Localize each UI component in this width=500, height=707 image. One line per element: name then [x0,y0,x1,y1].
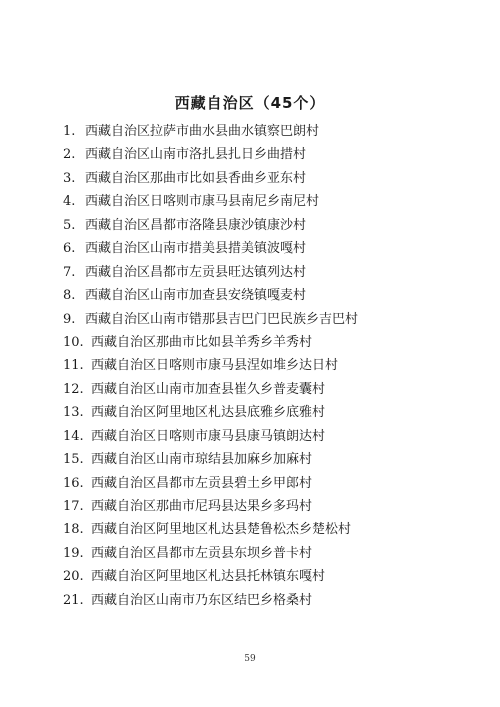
list-item [63,284,358,307]
item-text: 西藏自治区山南市错那县吉巴门巴民族乡吉巴村 [85,311,359,327]
item-text: 西藏自治区阿里地区札达县托林镇东嘎村 [91,569,326,585]
item-number: 10. [63,334,84,350]
item-number: 17. [63,499,84,514]
list-item [63,237,358,260]
item-number: 13. [63,405,84,421]
list-item [63,354,358,377]
list-item [63,448,358,471]
item-text: 西藏自治区日喀则市康马县康马镇朗达村 [91,428,326,444]
item-number: 8. [63,288,76,304]
item-text: 西藏自治区日喀则市康马县涅如堆乡达日村 [91,358,339,374]
list-item [63,308,358,331]
item-text: 西藏自治区阿里地区札达县楚鲁松杰乡楚松村 [91,522,352,538]
list-item [63,401,358,424]
item-text: 西藏自治区山南市加查县崔久乡普麦囊村 [91,381,326,397]
item-text: 西藏自治区山南市琼结县加麻乡加麻村 [91,452,313,468]
item-text: 西藏自治区那曲市比如县香曲乡亚东村 [85,170,307,186]
item-text: 西藏自治区那曲市尼玛县达果乡多玛村 [91,499,313,514]
list-item [63,143,358,166]
item-number: 14. [63,428,84,444]
item-number: 5. [63,217,76,233]
item-text: 西藏自治区昌都市左贡县碧土乡甲郎村 [91,475,313,491]
item-text: 西藏自治区昌都市洛隆县康沙镇康沙村 [85,217,307,233]
list-item [63,120,358,143]
page-number: 59 [244,654,256,664]
list-item [63,190,358,213]
list-item [63,425,358,448]
item-number: 20. [63,569,84,585]
item-number: 11. [63,358,84,374]
item-text: 西藏自治区拉萨市曲水县曲水镇察巴朗村 [85,124,320,139]
item-number: 1. [63,124,76,139]
item-number: 9. [63,311,76,327]
item-number: 3. [63,170,76,186]
item-text: 西藏自治区山南市加查县安绕镇嘎麦村 [85,288,307,304]
item-text: 西藏自治区那曲市比如县羊秀乡羊秀村 [91,334,313,350]
item-text: 西藏自治区山南市措美县措美镇波嘎村 [85,241,307,257]
list-item [63,472,358,495]
item-number: 21. [63,592,84,608]
item-text: 西藏自治区阿里地区札达县底雅乡底雅村 [91,405,326,421]
item-text: 西藏自治区昌都市左贡县旺达镇列达村 [85,264,307,280]
section-heading: 西藏自治区（45个） [174,94,326,112]
item-text: 西藏自治区山南市乃东区结巴乡格桑村 [91,592,313,608]
item-text: 西藏自治区日喀则市康马县南尼乡南尼村 [85,194,320,210]
item-text: 西藏自治区山南市洛扎县扎日乡曲措村 [85,147,307,163]
item-number: 15. [63,452,84,468]
item-number: 12. [63,381,84,397]
list-item [63,589,358,612]
item-number: 7. [63,264,76,280]
list-item [63,331,358,354]
list-item [63,518,358,541]
item-number: 18. [63,522,84,538]
list-item [63,214,358,237]
item-number: 16. [63,475,84,491]
item-text: 西藏自治区昌都市左贡县东坝乡普卡村 [91,545,313,561]
item-number: 6. [63,241,76,257]
item-number: 19. [63,545,84,561]
village-list [63,120,358,612]
item-number: 2. [63,147,76,163]
list-item [63,565,358,588]
list-item [63,167,358,190]
list-item [63,378,358,401]
list-item [63,261,358,284]
item-number: 4. [63,194,76,210]
list-item [63,495,358,518]
list-item [63,542,358,565]
